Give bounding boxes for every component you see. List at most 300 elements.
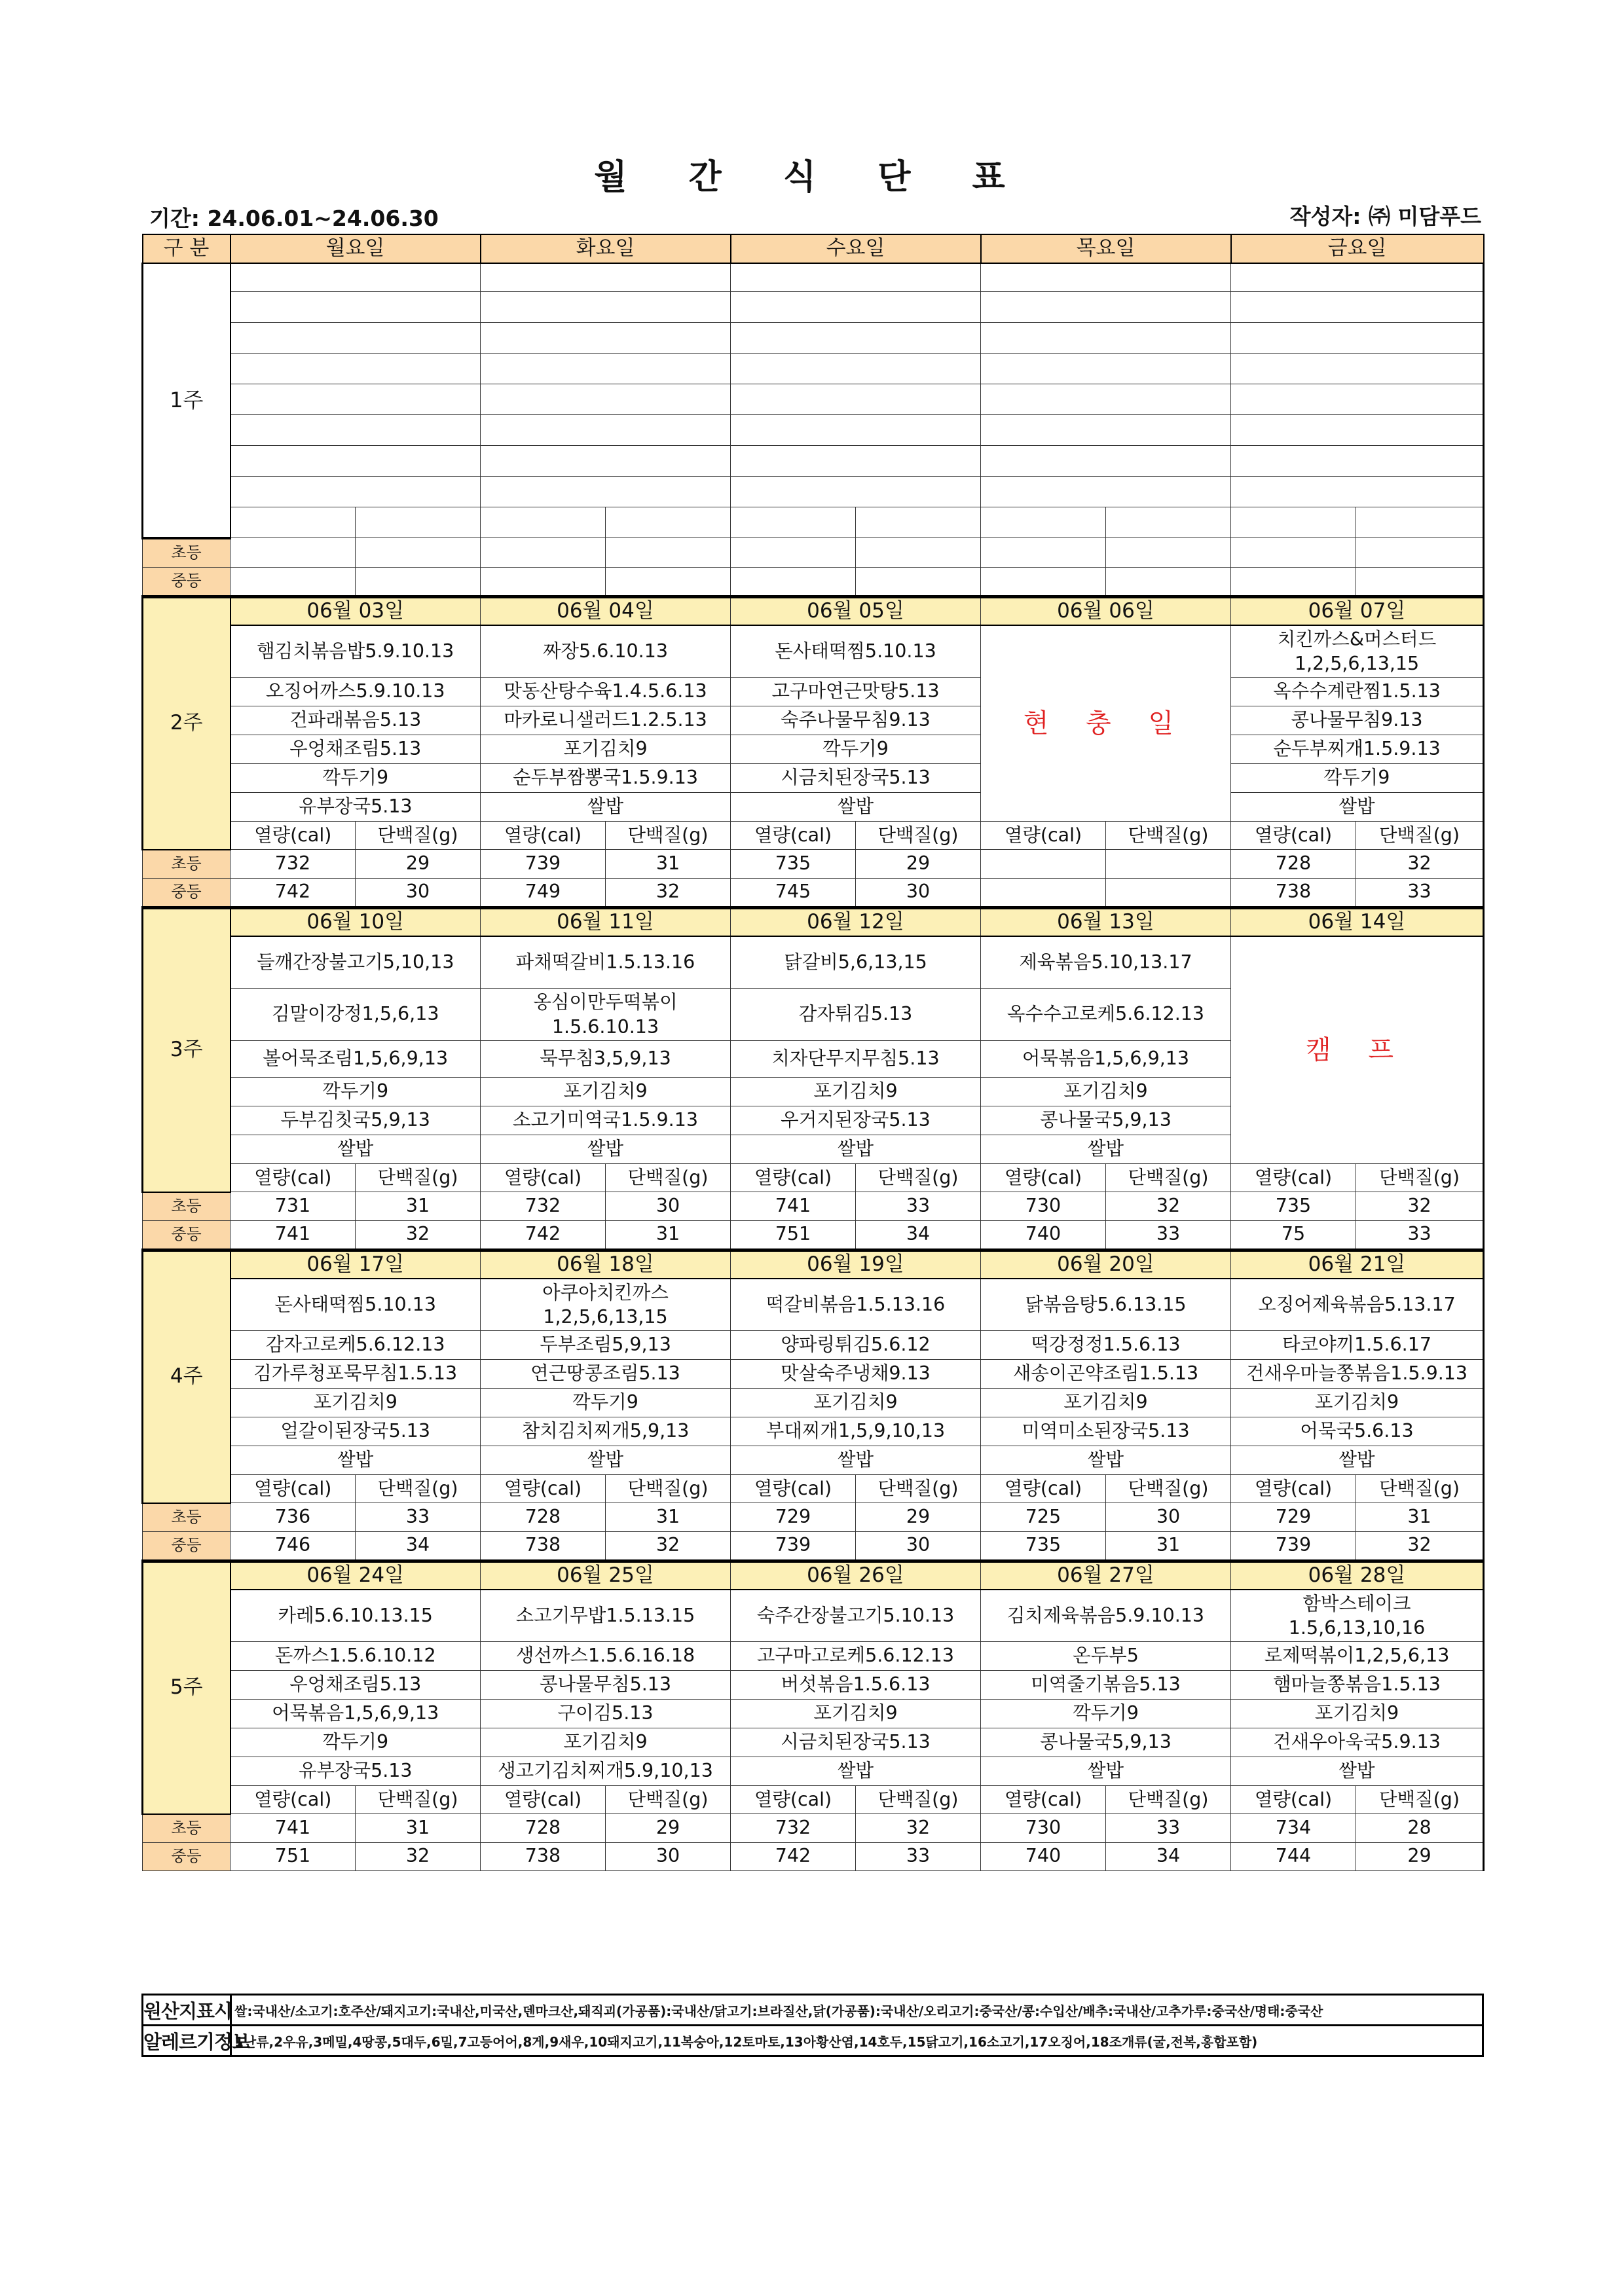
week1-cell	[981, 415, 1231, 446]
protein-label: 단백질(g)	[356, 1786, 481, 1814]
mid-protein-value: 32	[606, 878, 731, 907]
mid-protein-value: 32	[356, 1220, 481, 1250]
nutrition-header-row	[143, 1475, 1484, 1503]
week1-cell	[481, 446, 731, 477]
mid-row	[143, 1531, 1484, 1561]
week1-cell	[1231, 292, 1484, 323]
menu-item-tue: 두부조림5,9,13	[481, 1331, 731, 1360]
menu-row	[143, 678, 1484, 706]
cal-label: 열량(cal)	[981, 1475, 1106, 1503]
header-day-fri: 금요일	[1231, 234, 1484, 263]
cal-label: 열량(cal)	[731, 1786, 856, 1814]
menu-item-tue: 참치김치찌개5,9,13	[481, 1417, 731, 1446]
menu-item-mon: 카레5.6.10.13.15	[231, 1590, 481, 1642]
menu-row	[143, 936, 1484, 989]
menu-item-tue: 순두부짬뽕국1.5.9.13	[481, 764, 731, 793]
header-category: 구 분	[143, 234, 231, 263]
week1-cell	[231, 507, 356, 538]
menu-row	[143, 1728, 1484, 1757]
menu-item-mon: 오징어까스5.9.10.13	[231, 678, 481, 706]
elem-cal-value: 741	[731, 1192, 856, 1221]
cal-label: 열량(cal)	[981, 822, 1106, 850]
elem-cal-value: 725	[981, 1503, 1106, 1532]
mid-protein-value: 34	[356, 1531, 481, 1561]
mid-cal-value: 742	[731, 1842, 856, 1870]
menu-item-mon: 우엉채조림5.13	[231, 1671, 481, 1700]
elem-protein-value: 29	[856, 850, 981, 879]
mid-row	[143, 1842, 1484, 1870]
mid-protein-value: 33	[1106, 1220, 1231, 1250]
menu-row	[143, 1642, 1484, 1671]
week1-cell	[731, 354, 981, 384]
menu-item-fri: 로제떡볶이1,2,5,6,13	[1231, 1642, 1484, 1671]
mid-cal-value: 751	[731, 1220, 856, 1250]
mid-protein-value: 30	[356, 878, 481, 907]
week1-cell	[231, 354, 481, 384]
cal-label: 열량(cal)	[481, 822, 606, 850]
mid-protein-value: 30	[856, 1531, 981, 1561]
elem-protein-value: 33	[856, 1192, 981, 1221]
menu-item-wed: 포기김치9	[731, 1078, 981, 1106]
date-cell: 06월 19일	[731, 1250, 981, 1279]
menu-item-fri: 함박스테이크 1.5,6,13,10,16	[1231, 1590, 1484, 1642]
mid-cal-value: 742	[481, 1220, 606, 1250]
protein-label: 단백질(g)	[606, 1475, 731, 1503]
level-mid-label: 중등	[143, 567, 231, 596]
period-label: 기간: 24.06.01~24.06.30	[149, 206, 439, 231]
menu-item-wed: 고구마연근맛탕5.13	[731, 678, 981, 706]
week1-row	[143, 384, 1484, 415]
mid-row	[143, 878, 1484, 907]
week1-cell	[981, 567, 1106, 596]
mid-cal-value: 739	[731, 1531, 856, 1561]
mid-cal-value: 746	[231, 1531, 356, 1561]
cal-label: 열량(cal)	[231, 1475, 356, 1503]
cal-label: 열량(cal)	[731, 822, 856, 850]
week1-elem-row	[143, 538, 1484, 568]
nutrition-header-row	[143, 1164, 1484, 1192]
menu-item-thu: 온두부5	[981, 1642, 1231, 1671]
elem-row	[143, 1503, 1484, 1532]
elem-cal-value: 736	[231, 1503, 356, 1532]
header-row	[143, 234, 1484, 263]
elem-protein-value	[1106, 850, 1231, 879]
week1-cell	[1106, 507, 1231, 538]
menu-item-thu: 포기김치9	[981, 1389, 1231, 1417]
menu-row	[143, 1279, 1484, 1331]
allergy-text: 1난류,2우유,3메밀,4땅콩,5대두,6밀,7고등어어,8게,9새우,10돼지고기,11복숭아,12토마토,13아황산염,14호두,15닭고기,16소고기,17오징어,18조개류(굴,전복,홍합포함)	[231, 2026, 1483, 2056]
menu-item-wed: 우거지된장국5.13	[731, 1106, 981, 1135]
elem-cal-value: 729	[731, 1503, 856, 1532]
menu-row	[143, 625, 1484, 678]
cal-label: 열량(cal)	[481, 1475, 606, 1503]
menu-item-fri: 쌀밥	[1231, 793, 1484, 822]
week1-row	[143, 446, 1484, 477]
menu-item-mon: 감자고로케5.6.12.13	[231, 1331, 481, 1360]
week1-mid-row	[143, 567, 1484, 596]
menu-item-tue: 소고기미역국1.5.9.13	[481, 1106, 731, 1135]
week1-cell	[1231, 263, 1484, 292]
menu-item-mon: 유부장국5.13	[231, 1757, 481, 1786]
week1-cell	[1106, 538, 1231, 568]
menu-item-tue: 소고기무밥1.5.13.15	[481, 1590, 731, 1642]
protein-label: 단백질(g)	[856, 1164, 981, 1192]
menu-item-mon: 깍두기9	[231, 764, 481, 793]
elem-cal-value: 728	[481, 1814, 606, 1843]
mid-protein-value: 31	[1106, 1531, 1231, 1561]
week1-cell	[731, 538, 856, 568]
week1-cell	[231, 384, 481, 415]
level-mid-label: 중등	[143, 1220, 231, 1250]
protein-label: 단백질(g)	[856, 1786, 981, 1814]
protein-label: 단백질(g)	[1106, 1164, 1231, 1192]
week-label: 4주	[143, 1250, 231, 1503]
menu-row	[143, 706, 1484, 735]
elem-cal-value: 732	[231, 850, 356, 879]
menu-table	[141, 234, 1485, 1871]
menu-item-wed: 포기김치9	[731, 1389, 981, 1417]
elem-protein-value: 31	[356, 1192, 481, 1221]
menu-item-mon: 얼갈이된장국5.13	[231, 1417, 481, 1446]
menu-row	[143, 1446, 1484, 1475]
menu-item-mon: 우엉채조림5.13	[231, 735, 481, 764]
week1-cell	[981, 507, 1106, 538]
menu-item-thu: 미역미소된장국5.13	[981, 1417, 1231, 1446]
menu-item-tue: 맛동산탕수육1.4.5.6.13	[481, 678, 731, 706]
week1-cell	[481, 263, 731, 292]
menu-item-fri: 쌀밥	[1231, 1757, 1484, 1786]
date-cell: 06월 13일	[981, 907, 1231, 936]
menu-item-mon: 유부장국5.13	[231, 793, 481, 822]
date-cell: 06월 20일	[981, 1250, 1231, 1279]
menu-item-tue: 생고기김치찌개5.9,10,13	[481, 1757, 731, 1786]
elem-protein-value: 32	[1356, 1192, 1484, 1221]
header-day-thu: 목요일	[981, 234, 1231, 263]
elem-protein-value: 29	[606, 1814, 731, 1843]
week1-cell	[731, 415, 981, 446]
menu-item-thu: 어묵볶음1,5,6,9,13	[981, 1041, 1231, 1078]
mid-protein-value: 32	[1356, 1531, 1484, 1561]
mid-row	[143, 1220, 1484, 1250]
menu-item-thu: 닭볶음탕5.6.13.15	[981, 1279, 1231, 1331]
week1-cell	[1231, 507, 1356, 538]
menu-item-tue: 옹심이만두떡볶이 1.5.6.10.13	[481, 989, 731, 1041]
week-label: 5주	[143, 1561, 231, 1814]
week1-cell	[981, 384, 1231, 415]
menu-item-fri: 포기김치9	[1231, 1389, 1484, 1417]
menu-item-mon: 김가루청포묵무침1.5.13	[231, 1360, 481, 1389]
menu-item-wed: 감자튀김5.13	[731, 989, 981, 1041]
cal-label: 열량(cal)	[981, 1786, 1106, 1814]
menu-item-mon: 돈까스1.5.6.10.12	[231, 1642, 481, 1671]
week1-cell	[356, 538, 481, 568]
author-label: 작성자: ㈜ 미담푸드	[1289, 204, 1481, 229]
protein-label: 단백질(g)	[606, 1164, 731, 1192]
elem-protein-value: 30	[1106, 1503, 1231, 1532]
menu-item-wed: 쌀밥	[731, 1446, 981, 1475]
week1-cell	[981, 292, 1231, 323]
protein-label: 단백질(g)	[1356, 822, 1484, 850]
week1-cell	[1231, 567, 1356, 596]
menu-item-thu: 새송이곤약조림1.5.13	[981, 1360, 1231, 1389]
mid-cal-value: 745	[731, 878, 856, 907]
week1-cell	[481, 415, 731, 446]
mid-cal-value: 740	[981, 1842, 1106, 1870]
menu-item-wed: 쌀밥	[731, 1135, 981, 1164]
mid-cal-value: 742	[231, 878, 356, 907]
cal-label: 열량(cal)	[1231, 1786, 1356, 1814]
menu-row	[143, 1671, 1484, 1700]
week1-cell	[1356, 538, 1484, 568]
elem-protein-value: 31	[606, 1503, 731, 1532]
menu-item-tue: 깍두기9	[481, 1389, 731, 1417]
week1-cell	[731, 446, 981, 477]
menu-item-mon: 김말이강정1,5,6,13	[231, 989, 481, 1041]
menu-item-mon: 쌀밥	[231, 1446, 481, 1475]
menu-item-fri: 치킨까스&머스터드 1,2,5,6,13,15	[1231, 625, 1484, 678]
week1-cell	[1106, 567, 1231, 596]
date-cell: 06월 04일	[481, 596, 731, 625]
menu-item-tue: 포기김치9	[481, 1078, 731, 1106]
week-label: 1주	[143, 263, 231, 538]
menu-item-mon: 깍두기9	[231, 1728, 481, 1757]
menu-row	[143, 1331, 1484, 1360]
protein-label: 단백질(g)	[1356, 1475, 1484, 1503]
elem-cal-value: 732	[481, 1192, 606, 1221]
mid-protein-value: 32	[606, 1531, 731, 1561]
menu-row	[143, 1757, 1484, 1786]
mid-protein-value: 34	[1106, 1842, 1231, 1870]
week1-cell	[231, 292, 481, 323]
menu-item-thu: 옥수수고로케5.6.12.13	[981, 989, 1231, 1041]
cal-label: 열량(cal)	[1231, 822, 1356, 850]
menu-item-fri: 순두부찌개1.5.9.13	[1231, 735, 1484, 764]
menu-item-tue: 아쿠아치킨까스 1,2,5,6,13,15	[481, 1279, 731, 1331]
week1-cell	[481, 477, 731, 507]
menu-item-thu: 쌀밥	[981, 1446, 1231, 1475]
week1-row	[143, 292, 1484, 323]
protein-label: 단백질(g)	[356, 1475, 481, 1503]
week1-cell	[1356, 567, 1484, 596]
event-cell: 현 충 일	[981, 625, 1231, 822]
menu-item-thu: 미역줄기볶음5.13	[981, 1671, 1231, 1700]
mid-protein-value: 33	[1356, 878, 1484, 907]
level-elem-label: 초등	[143, 1814, 231, 1843]
mid-cal-value: 744	[1231, 1842, 1356, 1870]
week1-cell	[231, 415, 481, 446]
nutrition-header-row	[143, 822, 1484, 850]
menu-item-thu: 콩나물국5,9,13	[981, 1728, 1231, 1757]
protein-label: 단백질(g)	[606, 1786, 731, 1814]
elem-protein-value: 31	[1356, 1503, 1484, 1532]
menu-item-wed: 숙주간장불고기5.10.13	[731, 1590, 981, 1642]
menu-row	[143, 764, 1484, 793]
week1-cell	[1231, 384, 1484, 415]
protein-label: 단백질(g)	[856, 1475, 981, 1503]
week1-cell	[481, 384, 731, 415]
mid-cal-value: 738	[481, 1531, 606, 1561]
week1-cell	[606, 507, 731, 538]
menu-item-wed: 닭갈비5,6,13,15	[731, 936, 981, 989]
week1-cell	[606, 567, 731, 596]
date-cell: 06월 25일	[481, 1561, 731, 1590]
menu-item-wed: 포기김치9	[731, 1700, 981, 1728]
week-date-row	[143, 907, 1484, 936]
date-cell: 06월 26일	[731, 1561, 981, 1590]
menu-item-tue: 구이김5.13	[481, 1700, 731, 1728]
elem-row	[143, 1814, 1484, 1843]
legend-table	[141, 1994, 1484, 2057]
elem-protein-value: 32	[1106, 1192, 1231, 1221]
mid-protein-value: 33	[856, 1842, 981, 1870]
cal-label: 열량(cal)	[1231, 1164, 1356, 1192]
level-mid-label: 중등	[143, 1842, 231, 1870]
menu-item-wed: 고구마고로케5.6.12.13	[731, 1642, 981, 1671]
mid-cal-value: 738	[481, 1842, 606, 1870]
menu-item-tue: 연근땅콩조림5.13	[481, 1360, 731, 1389]
date-cell: 06월 24일	[231, 1561, 481, 1590]
cal-label: 열량(cal)	[481, 1164, 606, 1192]
menu-item-thu: 제육볶음5.10,13.17	[981, 936, 1231, 989]
protein-label: 단백질(g)	[856, 822, 981, 850]
cal-label: 열량(cal)	[981, 1164, 1106, 1192]
menu-item-mon: 볼어묵조림1,5,6,9,13	[231, 1041, 481, 1078]
menu-item-mon: 포기김치9	[231, 1389, 481, 1417]
elem-cal-value: 728	[1231, 850, 1356, 879]
menu-item-wed: 시금치된장국5.13	[731, 1728, 981, 1757]
menu-row	[143, 1417, 1484, 1446]
menu-item-tue: 짜장5.6.10.13	[481, 625, 731, 678]
week1-cell	[981, 446, 1231, 477]
menu-item-tue: 묵무침3,5,9,13	[481, 1041, 731, 1078]
menu-row	[143, 1389, 1484, 1417]
week1-row	[143, 415, 1484, 446]
mid-cal-value: 738	[1231, 878, 1356, 907]
mid-protein-value: 32	[356, 1842, 481, 1870]
week1-cell	[231, 567, 356, 596]
protein-label: 단백질(g)	[1356, 1786, 1484, 1814]
menu-item-mon: 두부김칫국5,9,13	[231, 1106, 481, 1135]
menu-item-fri: 건새우아욱국5.9.13	[1231, 1728, 1484, 1757]
mid-protein-value	[1106, 878, 1231, 907]
protein-label: 단백질(g)	[606, 822, 731, 850]
origin-label: 원산지표시	[143, 1995, 231, 2026]
week-label: 2주	[143, 596, 231, 850]
week1-cell	[731, 507, 856, 538]
mid-cal-value: 751	[231, 1842, 356, 1870]
origin-text: 쌀:국내산/소고기:호주산/돼지고기:국내산,미국산,덴마크산,돼직괴(가공품):국내산/닭고기:브라질산,닭(가공품):국내산/오리고기:중국산/콩:수입산/배추:국내산/고추가루:중국산/명태:중국산	[231, 1995, 1483, 2026]
elem-cal-value: 734	[1231, 1814, 1356, 1843]
level-elem-label: 초등	[143, 850, 231, 879]
week1-cell	[731, 477, 981, 507]
menu-item-mon: 쌀밥	[231, 1135, 481, 1164]
mid-cal-value: 739	[1231, 1531, 1356, 1561]
week1-cell	[481, 567, 606, 596]
week1-cell	[856, 538, 981, 568]
level-elem-label: 초등	[143, 538, 231, 568]
week1-cell	[981, 538, 1106, 568]
week1-cell	[231, 538, 356, 568]
mid-protein-value: 34	[856, 1220, 981, 1250]
date-cell: 06월 18일	[481, 1250, 731, 1279]
header-day-tue: 화요일	[481, 234, 731, 263]
mid-protein-value: 31	[606, 1220, 731, 1250]
elem-protein-value: 29	[356, 850, 481, 879]
elem-protein-value: 31	[606, 850, 731, 879]
menu-item-thu: 포기김치9	[981, 1078, 1231, 1106]
menu-row	[143, 1360, 1484, 1389]
week-label: 3주	[143, 907, 231, 1192]
allergy-label: 알레르기정보	[143, 2026, 231, 2056]
elem-protein-value: 33	[1106, 1814, 1231, 1843]
week1-row	[143, 354, 1484, 384]
menu-item-tue: 생선까스1.5.6.16.18	[481, 1642, 731, 1671]
menu-item-tue: 마카로니샐러드1.2.5.13	[481, 706, 731, 735]
date-cell: 06월 17일	[231, 1250, 481, 1279]
menu-item-wed: 쌀밥	[731, 793, 981, 822]
week1-cell	[481, 292, 731, 323]
elem-cal-value: 730	[981, 1814, 1106, 1843]
week1-row	[143, 263, 1484, 292]
cal-label: 열량(cal)	[231, 1164, 356, 1192]
date-cell: 06월 11일	[481, 907, 731, 936]
week1-cell	[481, 507, 606, 538]
menu-item-tue: 쌀밥	[481, 1135, 731, 1164]
date-cell: 06월 14일	[1231, 907, 1484, 936]
menu-item-thu: 김치제육볶음5.9.10.13	[981, 1590, 1231, 1642]
menu-item-tue: 파채떡갈비1.5.13.16	[481, 936, 731, 989]
week1-cell	[731, 384, 981, 415]
menu-item-fri: 포기김치9	[1231, 1700, 1484, 1728]
menu-item-fri: 쌀밥	[1231, 1446, 1484, 1475]
elem-row	[143, 850, 1484, 879]
menu-item-wed: 부대찌개1,5,9,10,13	[731, 1417, 981, 1446]
cal-label: 열량(cal)	[731, 1475, 856, 1503]
mid-protein-value: 33	[1356, 1220, 1484, 1250]
menu-item-mon: 어묵볶음1,5,6,9,13	[231, 1700, 481, 1728]
protein-label: 단백질(g)	[1106, 1786, 1231, 1814]
cal-label: 열량(cal)	[231, 1786, 356, 1814]
mid-cal-value: 735	[981, 1531, 1106, 1561]
level-mid-label: 중등	[143, 878, 231, 907]
elem-protein-value: 32	[1356, 850, 1484, 879]
cal-label: 열량(cal)	[1231, 1475, 1356, 1503]
menu-item-mon: 건파래볶음5.13	[231, 706, 481, 735]
level-mid-label: 중등	[143, 1531, 231, 1561]
week1-cell	[981, 263, 1231, 292]
elem-protein-value: 31	[356, 1814, 481, 1843]
elem-cal-value: 729	[1231, 1503, 1356, 1532]
week-date-row	[143, 1250, 1484, 1279]
date-cell: 06월 12일	[731, 907, 981, 936]
week1-cell	[231, 477, 481, 507]
elem-protein-value: 28	[1356, 1814, 1484, 1843]
mid-cal-value	[981, 878, 1106, 907]
mid-cal-value: 740	[981, 1220, 1106, 1250]
date-cell: 06월 06일	[981, 596, 1231, 625]
week-date-row	[143, 1561, 1484, 1590]
elem-protein-value: 29	[856, 1503, 981, 1532]
protein-label: 단백질(g)	[1106, 1475, 1231, 1503]
menu-item-fri: 오징어제육볶음5.13.17	[1231, 1279, 1484, 1331]
week1-cell	[356, 567, 481, 596]
week1-cell	[1231, 323, 1484, 354]
menu-item-tue: 포기김치9	[481, 1728, 731, 1757]
date-cell: 06월 07일	[1231, 596, 1484, 625]
menu-item-thu: 깍두기9	[981, 1700, 1231, 1728]
menu-item-wed: 치자단무지무침5.13	[731, 1041, 981, 1078]
cal-label: 열량(cal)	[481, 1786, 606, 1814]
